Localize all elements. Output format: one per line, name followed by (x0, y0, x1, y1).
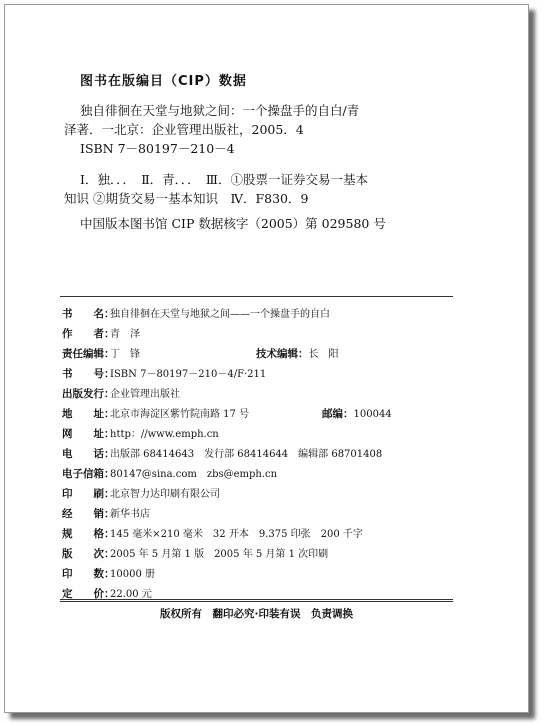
cip-isbn: ISBN 7－80197－210－4 (80, 141, 235, 156)
editor-value: 丁 锋 (110, 349, 140, 360)
cip-classification-line-1: Ⅰ．独．．． Ⅱ．青．．． Ⅲ．①股票一证券交易一基本 (80, 172, 368, 187)
author-label: 作 者： (62, 328, 115, 340)
cip-heading: 图书在版编目（CIP）数据 (80, 74, 247, 89)
info-row-printer (62, 484, 462, 504)
publisher-label: 出版发行： (62, 388, 115, 400)
isbn-value: ISBN 7－80197－210－4/F·211 (110, 369, 267, 380)
postcode-value: 100044 (353, 409, 392, 420)
book-title-value: 独自徘徊在天堂与地狱之间——一个操盘手的自白 (110, 309, 330, 320)
specs-value: 145 毫米×210 毫米 32 开本 9.375 印张 200 千字 (110, 529, 363, 540)
edition-value: 2005 年 5 月第 1 版 2005 年 5 月第 1 次印刷 (110, 549, 329, 560)
printer-value: 北京智力达印刷有限公司 (110, 489, 220, 500)
distributor-label: 经 销： (62, 508, 115, 520)
url-label: 网 址： (62, 428, 115, 440)
info-row-editors (62, 344, 462, 364)
top-rule (60, 296, 453, 297)
info-row-specs (62, 524, 462, 544)
edition-label: 版 次： (62, 548, 115, 560)
specs-label: 规 格： (62, 528, 115, 540)
info-row-isbn (62, 364, 462, 384)
info-row-title (62, 304, 462, 324)
postcode-label: 邮编： (322, 408, 354, 420)
info-row-edition (62, 544, 462, 564)
info-row-phone (62, 444, 462, 464)
printer-label: 印 刷： (62, 488, 115, 500)
cip-title-line-2: 泽著．一北京：企业管理出版社，2005．4 (64, 122, 304, 137)
publication-info (62, 304, 462, 604)
author-value: 青 泽 (110, 329, 140, 340)
info-row-distributor (62, 504, 462, 524)
bottom-rule (60, 599, 453, 602)
phone-value: 出版部 68414643 发行部 68414644 编辑部 68701408 (110, 449, 383, 460)
price-label: 定 价： (62, 588, 115, 600)
copies-value: 10000 册 (110, 569, 155, 580)
tech-editor-value: 长 阳 (308, 349, 339, 360)
email-value: 80147@sina.com zbs@emph.cn (110, 469, 278, 480)
cip-block (64, 70, 500, 233)
info-row-publisher (62, 384, 462, 404)
tech-editor-label: 技术编辑： (256, 348, 309, 360)
info-row-author (62, 324, 462, 344)
phone-label: 电 话： (62, 448, 115, 460)
address-label: 地 址： (62, 408, 115, 420)
cip-data-number: 中国版本图书馆 CIP 数据核字（2005）第 029580 号 (80, 216, 386, 231)
info-row-address (62, 404, 462, 424)
price-value: 22.00 元 (110, 589, 152, 600)
copyright-notice: 版权所有 翻印必究·印装有误 负责调换 (160, 608, 353, 620)
info-row-copies (62, 564, 462, 584)
distributor-value: 新华书店 (110, 509, 150, 520)
book-title-label: 书 名： (62, 308, 115, 320)
url-value: http：//www.emph.cn (110, 429, 219, 440)
email-label: 电子信箱： (62, 468, 115, 480)
publisher-value: 企业管理出版社 (110, 389, 180, 400)
copies-label: 印 数： (62, 568, 115, 580)
address-value: 北京市海淀区紫竹院南路 17 号 (110, 409, 250, 420)
cip-classification-line-2: 知识 ②期货交易一基本知识 Ⅳ．F830．9 (64, 191, 309, 206)
editor-label: 责任编辑： (62, 348, 115, 360)
cip-title-line-1: 独自徘徊在天堂与地狱之间：一个操盘手的自白/青 (80, 103, 360, 118)
isbn-label: 书 号： (62, 368, 115, 380)
info-row-url (62, 424, 462, 444)
info-row-email (62, 464, 462, 484)
